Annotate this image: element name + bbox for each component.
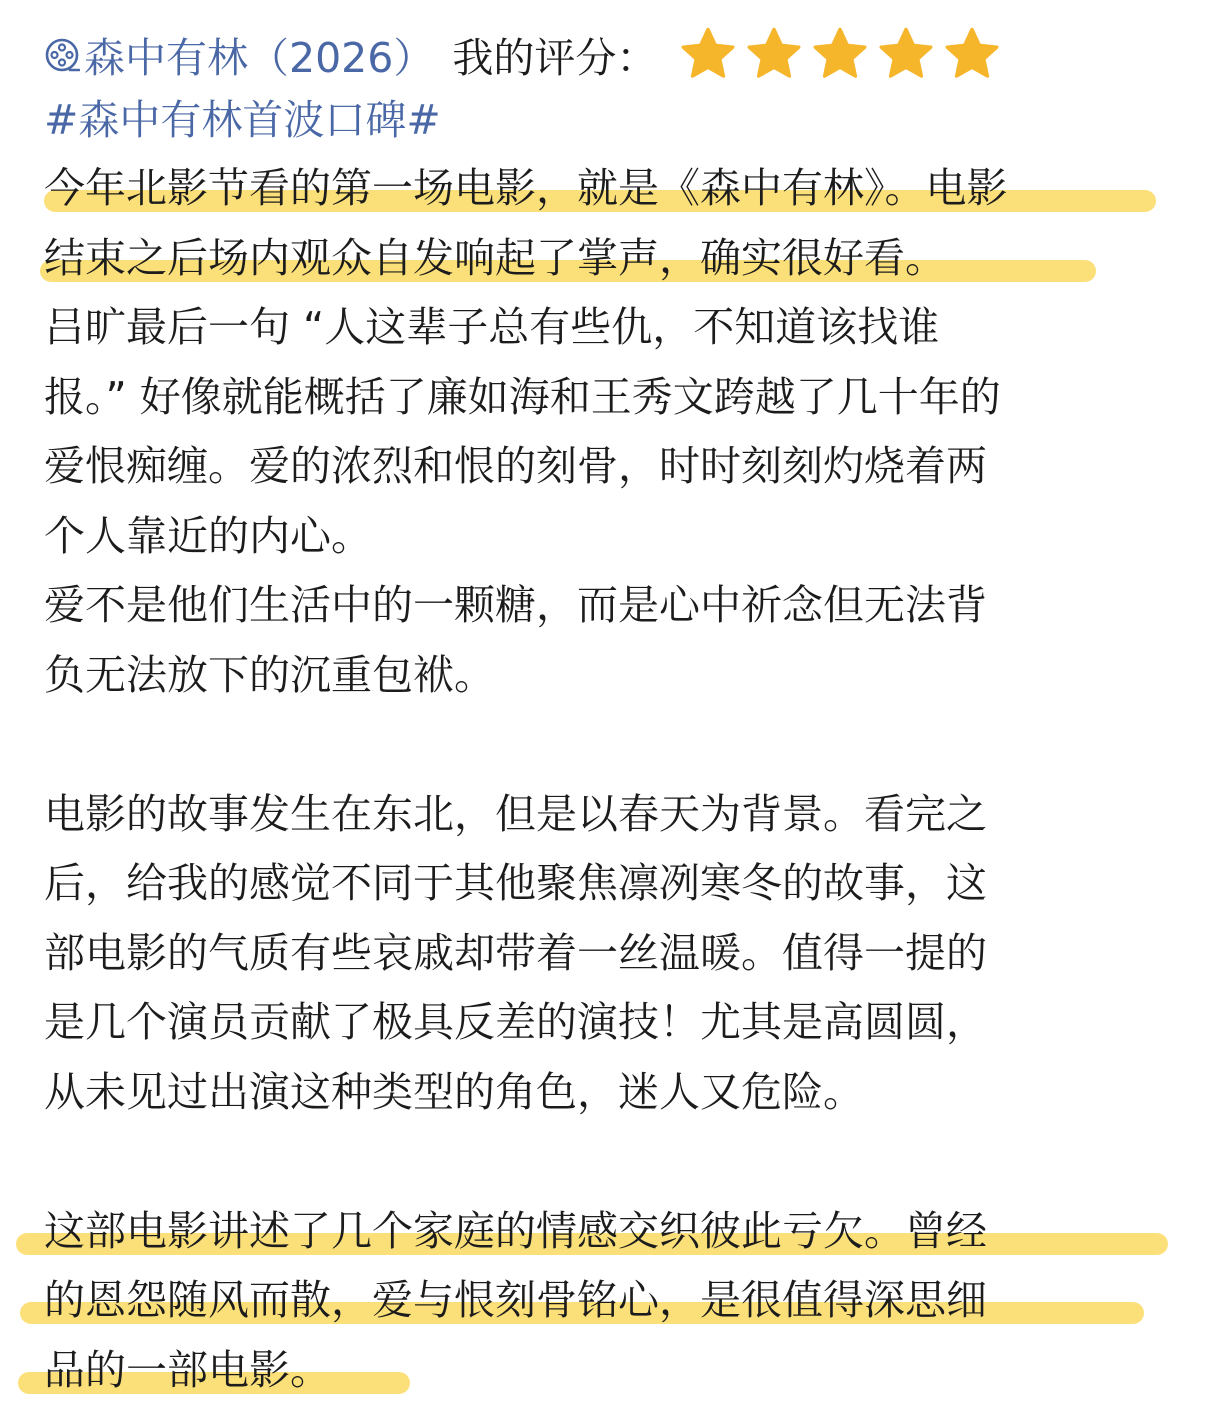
text-line [44, 1197, 1174, 1267]
line-text: 从未见过出演这种类型的角色，迷人又危险。 [44, 1067, 864, 1116]
review-paragraph [44, 293, 1174, 571]
line-text: 个人靠近的内心。 [44, 511, 372, 560]
text-line [44, 571, 1174, 641]
text-line [44, 224, 1174, 294]
paragraph-gap [44, 1127, 1174, 1197]
rating-label: 我的评分： [452, 33, 658, 82]
line-text: 爱不是他们生活中的一颗糖，而是心中祈念但无法背 [44, 581, 987, 629]
star-icon [943, 25, 1001, 83]
paragraph-gap [44, 710, 1174, 780]
movie-link[interactable] [44, 25, 434, 84]
text-line [44, 293, 1174, 363]
review-paragraph [44, 780, 1174, 1128]
line-text: 结束之后场内观众自发响起了掌声，确实很好看。 [44, 233, 946, 282]
review-body [44, 154, 1174, 1405]
line-text: 报。” 好像就能概括了廉如海和王秀文跨越了几十年的 [44, 372, 1001, 421]
line-text: 是几个演员贡献了极具反差的演技！尤其是高圆圆， [44, 998, 987, 1046]
line-text: 部电影的气质有些哀戚却带着一丝温暖。值得一提的 [44, 928, 987, 977]
movie-title: 森中有林（2026） [84, 33, 435, 82]
line-text: 品的一部电影。 [44, 1345, 331, 1394]
text-line [44, 154, 1174, 224]
text-line [44, 988, 1174, 1058]
star-icon [745, 25, 803, 83]
star-icon [811, 25, 869, 83]
text-line [44, 641, 1174, 711]
review-post [44, 22, 1174, 1405]
review-paragraph [44, 154, 1174, 293]
line-text: 负无法放下的沉重包袱。 [44, 650, 495, 699]
line-text: 爱恨痴缠。爱的浓烈和恨的刻骨，时时刻刻灼烧着两 [44, 442, 987, 490]
line-text: 后，给我的感觉不同于其他聚焦凛冽寒冬的故事，这 [44, 859, 987, 907]
review-paragraph [44, 1197, 1174, 1406]
line-text: 的恩怨随风而散，爱与恨刻骨铭心，是很值得深思细 [44, 1276, 987, 1324]
film-reel-icon [44, 37, 80, 73]
star-rating [679, 25, 1009, 83]
line-text: 电影的故事发生在东北，但是以春天为背景。看完之 [44, 789, 987, 838]
text-line [44, 1266, 1174, 1336]
star-icon [679, 25, 737, 83]
review-paragraph [44, 571, 1174, 710]
text-line [44, 502, 1174, 572]
line-text: 吕旷最后一句 “人这辈子总有些仇，不知道该找谁 [44, 303, 940, 351]
hashtag-link[interactable]: #森中有林首波口碑# [44, 96, 441, 144]
text-line [44, 1336, 1174, 1406]
star-icon [877, 25, 935, 83]
text-line [44, 849, 1174, 919]
rating-header [44, 22, 1174, 86]
text-line [44, 919, 1174, 989]
line-text: 这部电影讲述了几个家庭的情感交织彼此亏欠。曾经 [44, 1206, 987, 1255]
text-line [44, 363, 1174, 433]
text-line [44, 432, 1174, 502]
line-text: 今年北影节看的第一场电影，就是《森中有林》。电影 [44, 164, 1008, 212]
text-line [44, 780, 1174, 850]
text-line [44, 1058, 1174, 1128]
